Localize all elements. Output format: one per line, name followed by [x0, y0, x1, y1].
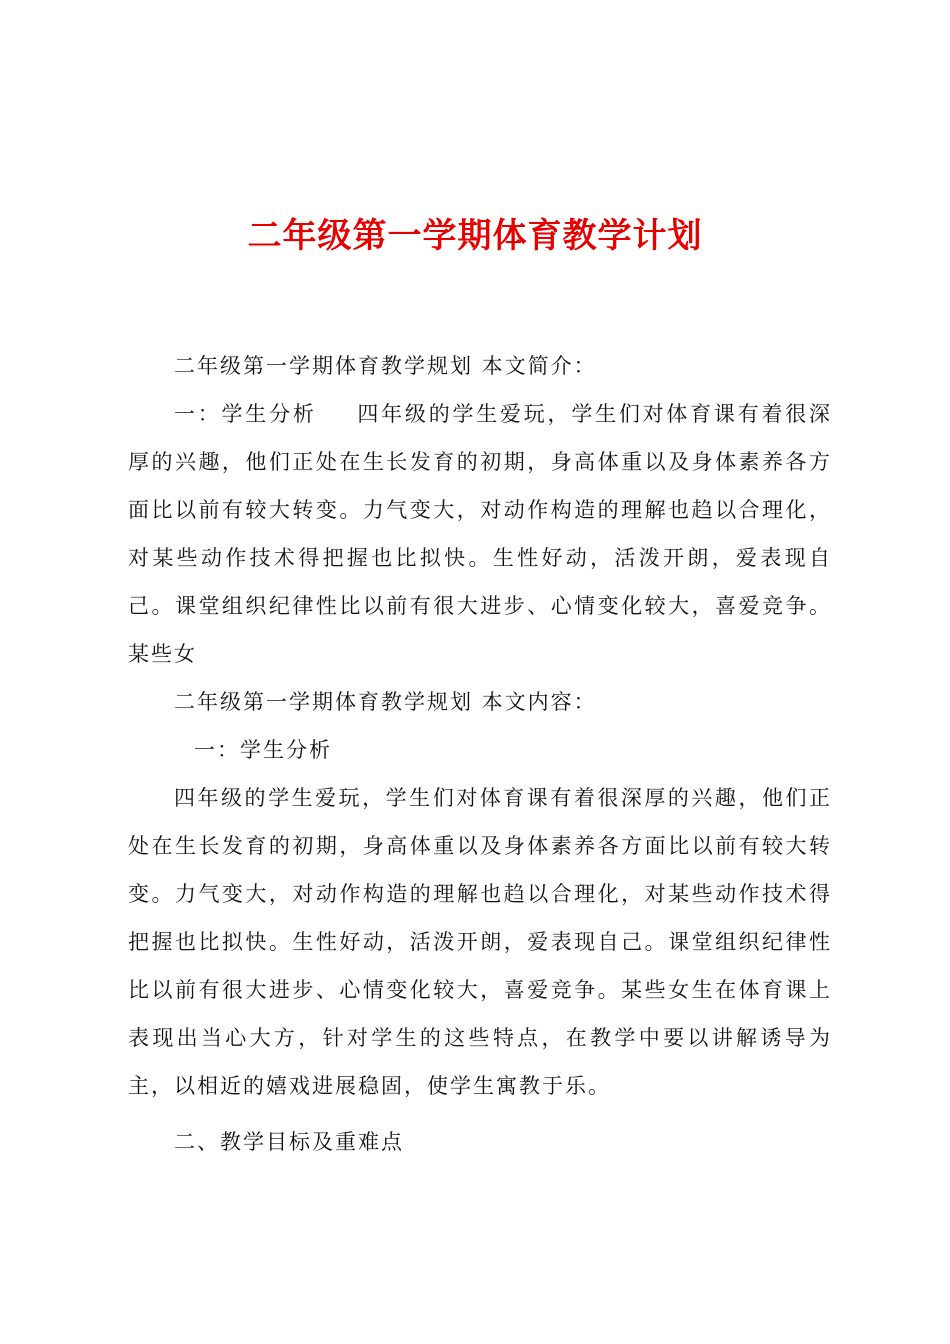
intro-text: 四年级的学生爱玩，学生们对体育课有着很深厚的兴趣，他们正处在生长发育的初期，身高体重以及身体素养各方面比以前有较大转变。力气变大，对动作构造的理解也趋以合理化，对某些动作技术得把握也比拟快。生性好动，活泼开朗，爱表现自己。课堂组织纪律性比以前有很大进步、心情变化较大，喜爱竞争。某些女: [128, 402, 833, 666]
section1-paragraph: 四年级的学生爱玩，学生们对体育课有着很深厚的兴趣，他们正处在生长发育的初期，身高体重以及身体素养各方面比以前有较大转变。力气变大，对动作构造的理解也趋以合理化，对某些动作技术得把握也比拟快。生性好动，活泼开朗，爱表现自己。课堂组织纪律性比以前有很大进步、心情变化较大，喜爱竞争。某些女生在体育课上表现出当心大方，针对学生的这些特点，在教学中要以讲解诱导为主，以相近的嬉戏进展稳固，使学生寓教于乐。: [128, 786, 832, 1098]
intro-label: 一：学生分析: [174, 402, 317, 426]
content-heading: 二年级第一学期体育教学规划 本文内容：: [174, 690, 597, 714]
section2-heading: 二、教学目标及重难点: [174, 1130, 404, 1154]
intro-heading: 二年级第一学期体育教学规划 本文简介：: [174, 354, 597, 378]
section1-heading: 一：学生分析: [194, 738, 332, 762]
document-body: [128, 342, 832, 1166]
document-title: 二年级第一学期体育教学计划: [247, 216, 703, 256]
intro-paragraph: [128, 390, 832, 678]
